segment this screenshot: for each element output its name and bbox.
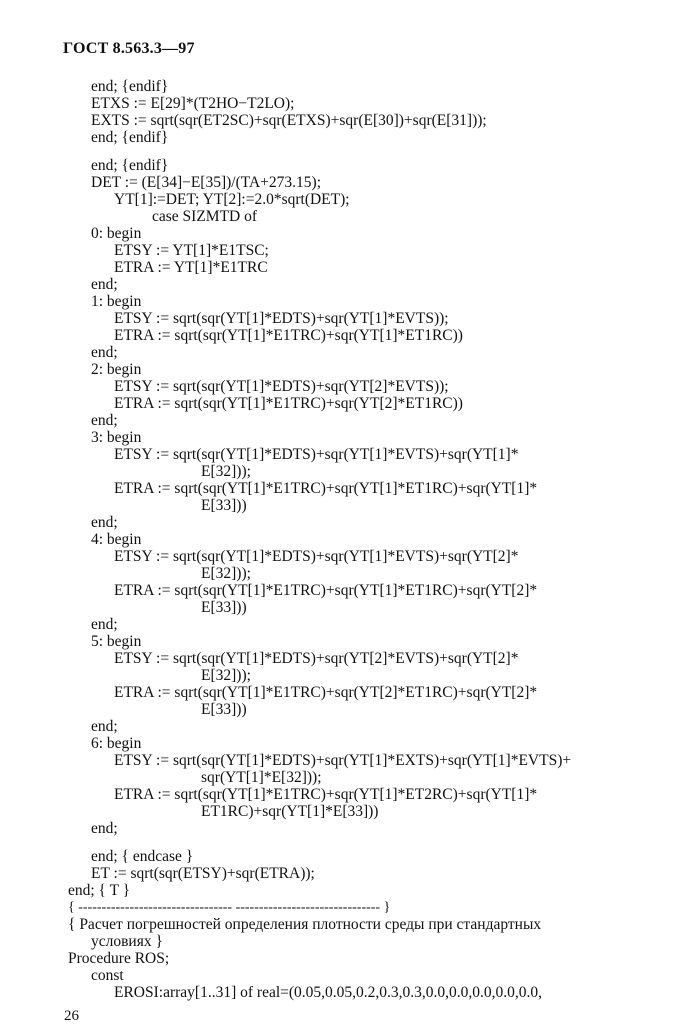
code-line: end; {endif} — [91, 157, 169, 174]
code-line: ETRA := sqrt(sqr(YT[1]*E1TRC)+sqr(YT[2]*ET1RC)+sqr(YT[2]* — [114, 684, 538, 701]
code-line: end; — [91, 344, 118, 361]
code-line: end; — [91, 276, 118, 293]
code-line: end; — [91, 412, 118, 429]
code-line: ET := sqrt(sqr(ETSY)+sqr(ETRA)); — [91, 865, 315, 882]
code-line: ET1RC)+sqr(YT[1]*E[33])) — [201, 803, 379, 820]
code-line: end; { T } — [68, 882, 131, 899]
code-line: 0: begin — [91, 225, 142, 242]
code-line: EROSI:array[1..31] of real=(0.05,0.05,0.2,0.3,0.3,0.0,0.0,0.0,0.0,0.0, — [114, 984, 543, 1001]
code-line: end; {endif} — [91, 78, 169, 95]
code-line: условиях } — [91, 933, 163, 950]
code-line: 4: begin — [91, 531, 142, 548]
code-line: ETRA := sqrt(sqr(YT[1]*E1TRC)+sqr(YT[1]*ET1RC)) — [114, 327, 463, 344]
code-line: E[33])) — [201, 701, 247, 718]
code-line: end; — [91, 616, 118, 633]
code-line: 3: begin — [91, 429, 142, 446]
code-line: end; — [91, 514, 118, 531]
code-line: E[33])) — [201, 599, 247, 616]
code-line: ETSY := sqrt(sqr(YT[1]*EDTS)+sqr(YT[1]*EVTS)+sqr(YT[1]* — [114, 446, 519, 463]
code-line: ETRA := YT[1]*E1TRC — [114, 259, 268, 276]
code-line: E[32])); — [201, 565, 251, 582]
page-number: 26 — [64, 1008, 79, 1024]
code-line: 2: begin — [91, 361, 142, 378]
code-line: sqr(YT[1]*E[32])); — [201, 769, 322, 786]
code-line: E[32])); — [201, 667, 251, 684]
code-line: ETSY := sqrt(sqr(YT[1]*EDTS)+sqr(YT[1]*EVTS)); — [114, 310, 449, 327]
code-line: { Расчет погрешностей определения плотности среды при стандартных — [68, 916, 542, 933]
code-line: DET := (E[34]−E[35])/(TA+273.15); — [91, 174, 322, 191]
code-line: const — [91, 967, 124, 984]
code-line: ETSY := YT[1]*E1TSC; — [114, 242, 269, 259]
code-line: end; — [91, 718, 118, 735]
code-line: ETXS := E[29]*(T2HO−T2LO); — [91, 95, 295, 112]
code-line: 6: begin — [91, 735, 142, 752]
code-line: case SIZMTD of — [152, 208, 258, 225]
code-line: 1: begin — [91, 293, 142, 310]
code-line: EXTS := sqrt(sqr(ET2SC)+sqr(ETXS)+sqr(E[30])+sqr(E[31])); — [91, 112, 487, 129]
code-line: E[33])) — [201, 497, 247, 514]
code-line: end; {endif} — [91, 129, 169, 146]
standard-header: ГОСТ 8.563.3—97 — [63, 40, 195, 57]
code-line: 5: begin — [91, 633, 142, 650]
code-line: { --------------------------------- ------------------------------- } — [68, 900, 391, 915]
code-line: ETRA := sqrt(sqr(YT[1]*E1TRC)+sqr(YT[1]*ET1RC)+sqr(YT[1]* — [114, 480, 538, 497]
code-line: end; { endcase } — [91, 848, 194, 865]
code-line: ETRA := sqrt(sqr(YT[1]*E1TRC)+sqr(YT[1]*ET1RC)+sqr(YT[2]* — [114, 582, 538, 599]
code-line: ETSY := sqrt(sqr(YT[1]*EDTS)+sqr(YT[1]*EXTS)+sqr(YT[1]*EVTS)+ — [114, 752, 572, 769]
code-line: ETRA := sqrt(sqr(YT[1]*E1TRC)+sqr(YT[1]*ET2RC)+sqr(YT[1]* — [114, 786, 538, 803]
code-line: Procedure ROS; — [68, 950, 170, 967]
code-line: YT[1]:=DET; YT[2]:=2.0*sqrt(DET); — [114, 191, 350, 208]
code-line: ETSY := sqrt(sqr(YT[1]*EDTS)+sqr(YT[1]*EVTS)+sqr(YT[2]* — [114, 548, 519, 565]
code-line: ETRA := sqrt(sqr(YT[1]*E1TRC)+sqr(YT[2]*ET1RC)) — [114, 395, 463, 412]
code-line: ETSY := sqrt(sqr(YT[1]*EDTS)+sqr(YT[2]*EVTS)+sqr(YT[2]* — [114, 650, 519, 667]
code-line: ETSY := sqrt(sqr(YT[1]*EDTS)+sqr(YT[2]*EVTS)); — [114, 378, 449, 395]
code-line: end; — [91, 820, 118, 837]
code-line: E[32])); — [201, 463, 251, 480]
